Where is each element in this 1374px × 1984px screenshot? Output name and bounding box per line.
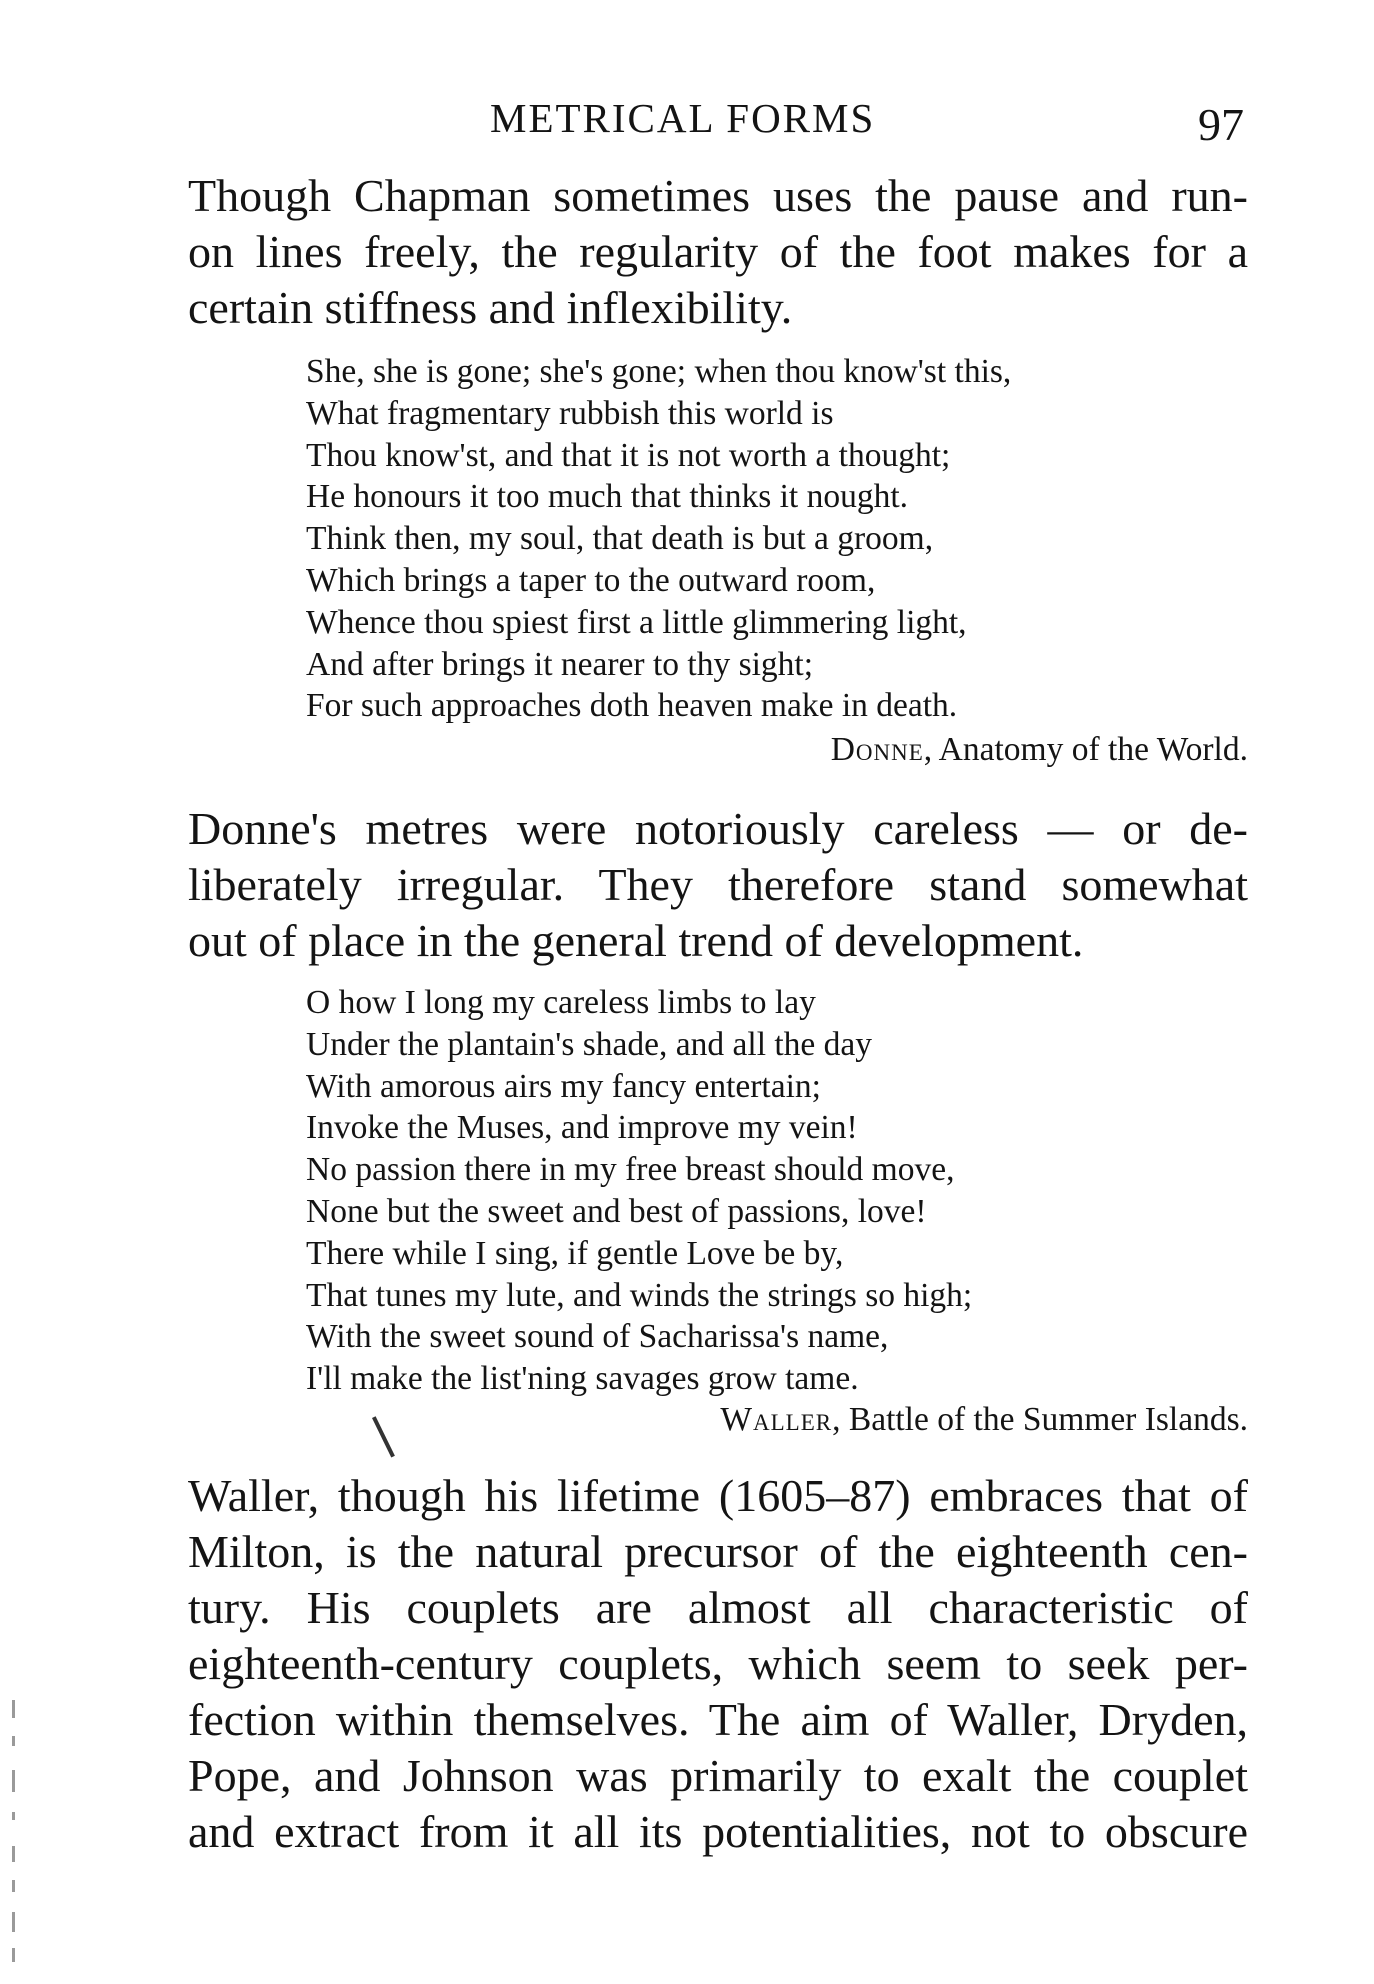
verse-line: With the sweet sound of Sacharissa's name, — [306, 1318, 889, 1356]
verse-line: What fragmentary rubbish this world is — [306, 394, 834, 432]
attribution-title: , Battle of the Summer Islands. — [832, 1401, 1248, 1438]
verse-line: Which brings a taper to the outward room, — [306, 561, 876, 599]
scan-speck — [12, 1880, 15, 1892]
scan-speck — [12, 1736, 15, 1746]
verse-line: I'll make the list'ning savages grow tame. — [306, 1360, 859, 1398]
scan-speck — [12, 1912, 15, 1932]
stray-pen-mark — [372, 1416, 395, 1457]
prose-line: eighteenth-century couplets, which seem to seek per- — [188, 1638, 1248, 1689]
prose-line: Pope, and Johnson was primarily to exalt the couplet — [188, 1750, 1248, 1801]
attribution-donne — [831, 730, 1248, 770]
scan-speck — [12, 1846, 15, 1862]
verse-line: She, she is gone; she's gone; when thou know'st this, — [306, 353, 1012, 390]
scan-speck — [12, 1948, 15, 1962]
prose-line: fection within themselves. The aim of Waller, Dryden, — [188, 1694, 1248, 1745]
prose-line: Waller, though his lifetime (1605–87) embraces that of — [188, 1470, 1248, 1521]
prose-line: and extract from it all its potentialities, not to obscure — [188, 1806, 1248, 1857]
attribution-title: , Anatomy of the World. — [923, 731, 1248, 768]
running-head: METRICAL FORMS — [490, 95, 876, 141]
verse-line: Under the plantain's shade, and all the day — [306, 1025, 873, 1063]
prose-line: liberately irregular. They therefore stand somewhat — [188, 859, 1248, 910]
verse-line: And after brings it nearer to thy sight; — [306, 645, 814, 683]
verse-line: Think then, my soul, that death is but a groom, — [306, 520, 934, 558]
verse-line: No passion there in my free breast should move, — [306, 1151, 955, 1189]
prose-line: tury. His couplets are almost all characteristic of — [188, 1582, 1248, 1633]
prose-line: certain stiffness and inflexibility. — [188, 282, 793, 333]
prose-line: Milton, is the natural precursor of the eighteenth cen- — [188, 1526, 1248, 1577]
scan-speck — [12, 1812, 15, 1820]
verse-line: Thou know'st, and that it is not worth a thought; — [306, 436, 951, 474]
verse-line: For such approaches doth heaven make in death. — [306, 687, 958, 725]
attribution-author: Donne — [830, 731, 924, 768]
paragraph-waller — [188, 1468, 1248, 1860]
verse-line: Invoke the Muses, and improve my vein! — [306, 1109, 858, 1147]
verse-line: There while I sing, if gentle Love be by, — [306, 1234, 844, 1272]
prose-line: out of place in the general trend of development. — [188, 915, 1084, 966]
verse-line: O how I long my careless limbs to lay — [306, 984, 816, 1021]
page-number: 97 — [1198, 99, 1244, 150]
verse-line: None but the sweet and best of passions, love! — [306, 1192, 927, 1230]
verse-line: Whence thou spiest first a little glimmering light, — [306, 603, 967, 641]
poem-waller — [306, 982, 972, 1400]
attribution-author: Waller — [720, 1401, 833, 1438]
paragraph-chapman — [188, 168, 1248, 336]
prose-line: Though Chapman sometimes uses the pause and run- — [188, 170, 1248, 221]
verse-line: He honours it too much that thinks it nought. — [306, 478, 909, 516]
attribution-waller — [720, 1400, 1248, 1440]
verse-line: That tunes my lute, and winds the strings so high; — [306, 1276, 973, 1314]
verse-line: With amorous airs my fancy entertain; — [306, 1067, 821, 1105]
paragraph-donne — [188, 801, 1248, 969]
scan-speck — [12, 1700, 15, 1718]
prose-line: on lines freely, the regularity of the foot makes for a — [188, 226, 1248, 277]
scan-speck — [12, 1770, 15, 1792]
poem-donne — [306, 351, 1011, 727]
prose-line: Donne's metres were notoriously careless — or de- — [188, 803, 1248, 854]
